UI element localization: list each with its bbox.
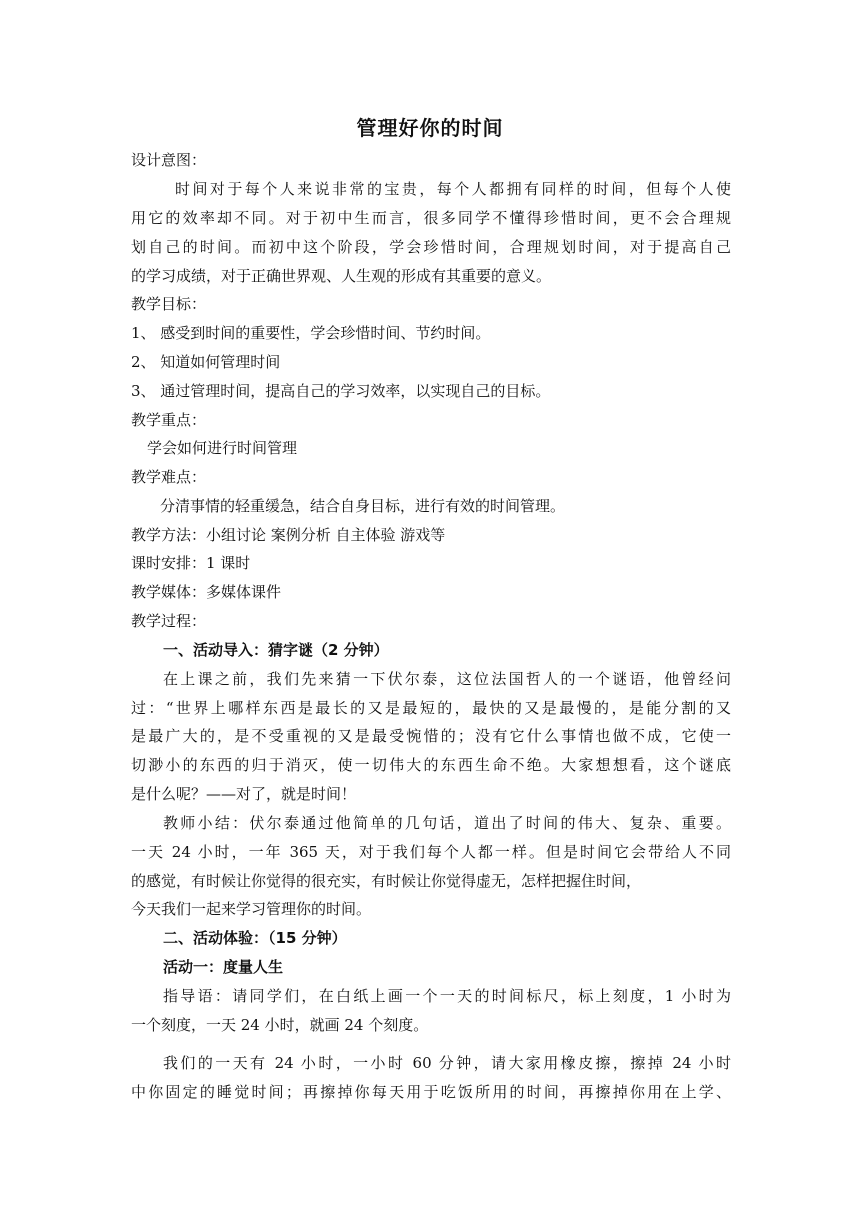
section-heading: 活动一：度量人生 — [163, 958, 284, 976]
text-line: 过：“世界上哪样东西是最长的又是最短的，最快的又是最慢的，是能分割的又 — [131, 699, 731, 717]
text-line: 教学重点： — [131, 411, 207, 429]
text-line: 指导语：请同学们，在白纸上画一个一天的时间标尺，标上刻度，1 小时为 — [163, 987, 731, 1005]
text-line: 2、 知道如何管理时间 — [131, 353, 281, 371]
text-line: 是最广大的，是不受重视的又是最受惋惜的；没有它什么事情也做不成，它使一 — [131, 727, 731, 745]
text-line: 课时安排：1 课时 — [131, 554, 251, 572]
text-line: 教学方法：小组讨论 案例分析 自主体验 游戏等 — [131, 526, 446, 544]
text-line: 一天 24 小时，一年 365 天，对于我们每个人都一样。但是时间它会带给人不同 — [131, 843, 731, 861]
text-line: 我们的一天有 24 小时，一小时 60 分钟，请大家用橡皮擦，擦掉 24 小时 — [163, 1054, 731, 1072]
text-line: 一个刻度，一天 24 小时，就画 24 个刻度。 — [131, 1016, 429, 1034]
text-line: 学会如何进行时间管理 — [147, 439, 298, 457]
document-title: 管理好你的时间 — [356, 116, 504, 140]
text-line: 分清事情的轻重缓急，结合自身目标，进行有效的时间管理。 — [160, 497, 566, 515]
text-line: 在上课之前，我们先来猜一下伏尔泰，这位法国哲人的一个谜语，他曾经问 — [163, 670, 731, 688]
text-line: 的感觉，有时候让你觉得的很充实，有时候让你觉得虚无，怎样把握住时间， — [131, 872, 642, 890]
section-heading: 一、活动导入：猜字谜（2 分钟） — [163, 641, 389, 659]
text-line: 中你固定的睡觉时间；再擦掉你每天用于吃饭所用的时间，再擦掉你用在上学、 — [131, 1083, 731, 1101]
text-line: 教学难点： — [131, 468, 207, 486]
text-line: 教师小结：伏尔泰通过他简单的几句话，道出了时间的伟大、复杂、重要。 — [163, 814, 731, 832]
text-line: 今天我们一起来学习管理你的时间。 — [131, 900, 372, 918]
section-heading: 二、活动体验：（15 分钟） — [163, 929, 347, 947]
text-line: 时间对于每个人来说非常的宝贵，每个人都拥有同样的时间，但每个人使 — [175, 180, 731, 198]
text-line: 3、 通过管理时间，提高自己的学习效率，以实现自己的目标。 — [131, 382, 551, 400]
text-line: 用它的效率却不同。对于初中生而言，很多同学不懂得珍惜时间，更不会合理规 — [131, 209, 731, 227]
text-line: 设计意图： — [131, 151, 207, 169]
text-line: 是什么呢？——对了，就是时间！ — [131, 785, 357, 803]
text-line: 1、 感受到时间的重要性，学会珍惜时间、节约时间。 — [131, 324, 491, 342]
text-line: 划自己的时间。而初中这个阶段，学会珍惜时间，合理规划时间，对于提高自己 — [131, 238, 731, 256]
text-line: 教学媒体：多媒体课件 — [131, 583, 282, 601]
text-line: 教学目标： — [131, 295, 207, 313]
text-line: 切渺小的东西的归于消灭，使一切伟大的东西生命不绝。大家想想看，这个谜底 — [131, 756, 731, 774]
text-line: 的学习成绩，对于正确世界观、人生观的形成有其重要的意义。 — [131, 267, 552, 285]
text-line: 教学过程： — [131, 612, 207, 630]
